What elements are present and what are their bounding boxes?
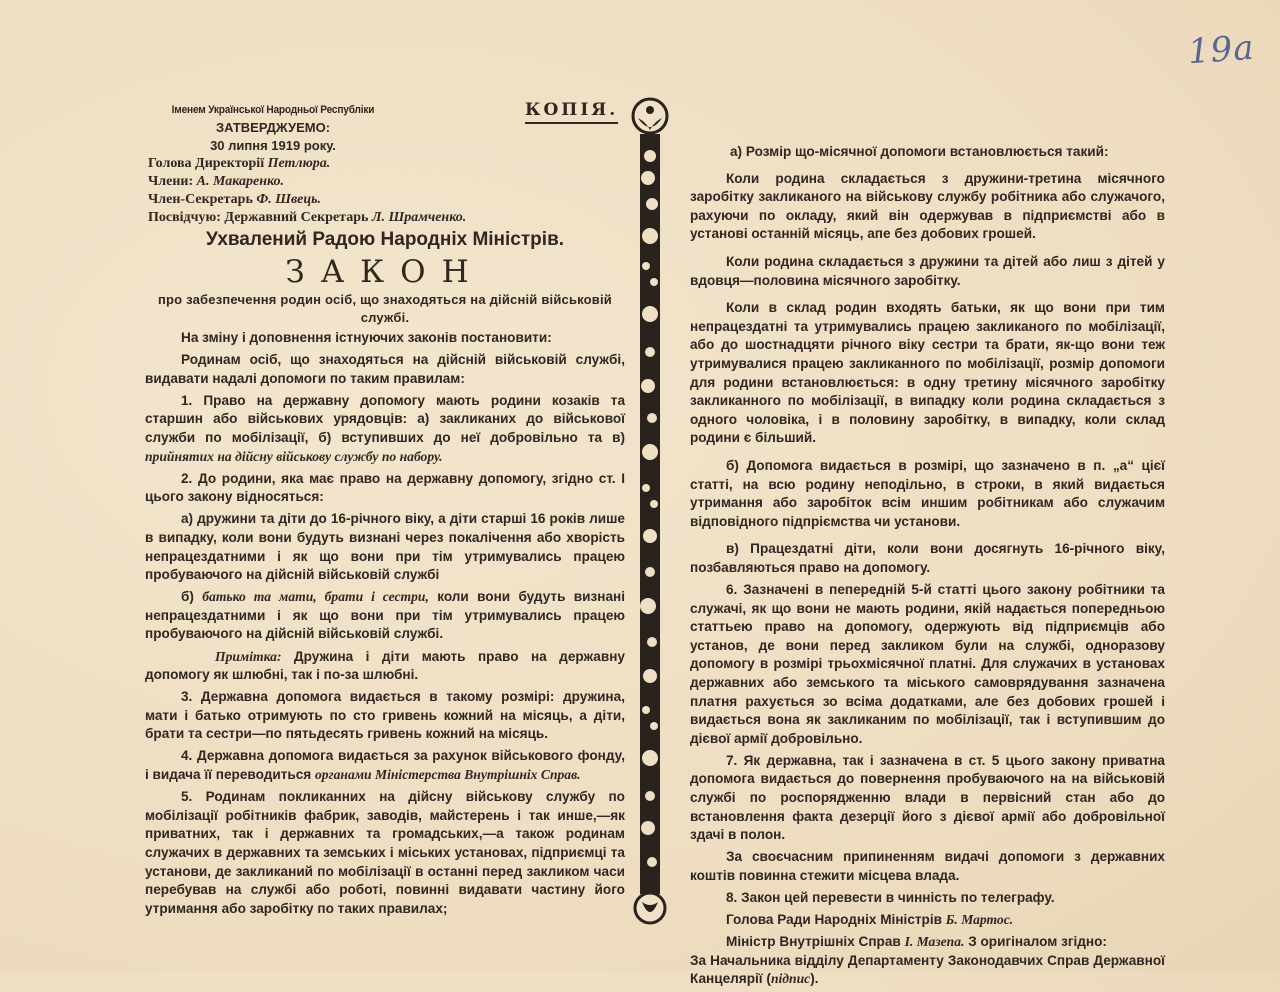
approved-label: ЗАТВЕРДЖУЕМО: — [215, 120, 331, 135]
document-title: Ухвалений Радою Народніх Міністрів. — [205, 229, 565, 250]
signatory-name: І. Мазепа. — [904, 934, 965, 950]
paragraph — [145, 392, 625, 466]
paragraph: б) Допомога видається в розмірі, що зазначено в п. „а“ цієї статті, на всю родину неподільно, в строки, в який видається утримання або заробіток всім иншим робітникам або служачим відповідного підпріємства чи установи. — [690, 457, 1165, 529]
paragraph: За своєчасним припиненням видачі допомоги з державних коштів повинна стежити місцева влада. — [690, 849, 1165, 883]
text: Голова Ради Народніх Міністрів — [726, 912, 946, 928]
paragraph: 6. Зазначені в пепередній 5-й статті цього закону робітники та служачі, як що вони не мають родини, якій надається попередньою статтьею право на допомогу, одержують від підприємців або установ, де вони перед закликом були на службі, одноразову допомогу в розмірі трьохмісячної платні. Для служачих в установах державних або земського та міського самоврядування зазначена платня рахується зо всіма додатками, але без добових грошей і видається вона як закликаним по мобілізації, так і вступившим до дієвої армії добровільно. — [690, 581, 1165, 746]
paragraph: Коли родина складається з дружини та дітей або лиш з дітей у вдовця—половина місячного заробітку. — [690, 253, 1165, 288]
signatory-name: Ф. Швець. — [256, 192, 322, 207]
paragraph: 8. Закон цей перевести в чинність по телеграфу. — [726, 889, 1055, 905]
text: б) — [181, 589, 203, 605]
paragraph: На зміну і доповнення істнуючих законів постановити: — [181, 330, 552, 345]
signature-line — [690, 911, 1165, 930]
text: ). — [810, 971, 819, 987]
members-line — [148, 173, 398, 191]
paragraph — [145, 747, 625, 784]
paragraph — [145, 588, 625, 644]
italic-text: прийнятих на дійсну військову службу по набору. — [145, 448, 443, 464]
signature-line — [690, 933, 1165, 952]
archive-page-number: 19а — [1186, 27, 1256, 73]
ornamental-divider — [628, 96, 672, 928]
approval-header — [148, 101, 467, 227]
text: Дружина і діти мають право на державну допомогу як шлюбні, так і по-за шлюбні. — [145, 648, 625, 683]
label: Члени: — [148, 174, 197, 189]
law-heading: ЗАКОН — [285, 254, 485, 290]
signatory-name: Л. Шрамченко. — [371, 210, 467, 225]
italic-text: батько та мати, брати і сестри, — [202, 589, 429, 605]
approval-date: 30 липня 1919 року. — [210, 138, 336, 153]
paragraph: 2. До родини, яка має право на державну допомогу, згідно ст. І цього закону відносяться: — [145, 470, 625, 505]
copy-stamp: КОПІЯ. — [525, 100, 618, 124]
directory-head-line — [148, 155, 398, 173]
paragraph: Коли родина складається з дружини-третина місячного заробітку закликаного на військову службу робітника або служачого, рахуючи по окладу, який він одержував в підприємстві або в установі останній місяць, апе без добових грошей. — [690, 170, 1165, 242]
law-subtitle: про забезпечення родин осіб, що знаходяться на дійсній військовій службі. — [157, 292, 613, 325]
text: За Начальника відділу Департаменту Законодавчих Справ Державної Канцелярії ( — [690, 952, 1165, 987]
signatory-name: А. Макаренко. — [196, 174, 285, 189]
paragraph: Родинам осіб, що знаходяться на дійсній військовій службі, видавати надалі допомоги по таким правилам: — [145, 352, 625, 386]
label: Голова Директорії — [148, 156, 268, 171]
note-label: Примітка: — [215, 648, 282, 664]
label: Член-Секретарь — [148, 192, 257, 207]
paragraph: 3. Державна допомога видається в такому розмірі: дружина, мати і батько отримують по сто гривень кожний на місяць, а діти, брати та сестри—по пятьдесять гривень кожний на місяць. — [145, 689, 625, 742]
paragraph: 7. Як державна, так і зазначена в ст. 5 цього закону приватна допомога видається до повернення пробуваючого на на військовій службі по роспорядженню влади в первісний стан або до встановлення факта дезерції його з дієвої армії або добровільної здачі в полон. — [690, 752, 1165, 843]
paragraph: а) Розмір що-місячної допомоги встановлюється такий: — [730, 144, 1109, 159]
signatory-name: Б. Мартос. — [945, 912, 1014, 928]
certification-line — [690, 952, 1165, 989]
italic-text: органами Міністерства Внутрішніх Справ. — [314, 767, 581, 783]
signatory-name: Петлюра. — [267, 156, 331, 171]
secretary-line — [148, 191, 398, 209]
text: З оригіналом згідно: — [964, 934, 1107, 950]
note-paragraph — [145, 648, 625, 685]
paragraph: 5. Родинам покликанних на дійсну військову службу по мобілізації робітників фабрик, заводів, майстерень і так инше,—як приватних, так і державних та громадських,—а також родинам служачих в державних та земських і міських установах, підприємці та установи, де закликаний по мобілізації в останні перед закликом часи перебував на службі або роботі, повинні видавати частину його утримання або заробітку по таких правилах; — [145, 789, 625, 916]
republic-heading: Іменем Української Народньої Республіки — [171, 104, 375, 116]
italic-text: підпис — [770, 971, 811, 987]
paragraph: в) Працездатні діти, коли вони досягнуть 16-річного віку, позбавляються право на допомогу. — [690, 541, 1165, 575]
text: 4. Державна допомога видається за рахунок військового фонду, і видача її переводиться — [145, 748, 625, 783]
right-column — [690, 143, 1165, 992]
text: 1. Право на державну допомогу мають родини козаків та старшин або військових урядовців: а) закликаних до військової служби по мобілізації, б) вступивших до неї добровільно та в) — [145, 392, 625, 445]
text: Міністр Внутрішніх Справ — [726, 934, 905, 950]
label: Посвідчую: Державний Секретарь — [148, 210, 372, 225]
paragraph: а) дружини та діти до 16-річного віку, а діти старші 16 років лише в випадку, коли вони будуть визнані через покалічення або хворість непрацездатними і як що вони при тім утримувались працею пробуваючого на дійсній військовій службі — [145, 511, 625, 583]
paragraph: Коли в склад родин входять батьки, як що вони при тим непрацездатні та утримувались працею закликаного по мобілізації, або до шостнадцяти річного віку сестри та брати, як-що вони теж утримувалися працею закликанного по мобілізації, розмір допомоги для родини встановлюється: в одну третину місячного заробітку закликанного по мобілізації, в випадку коли родина складається з одного чоловіка, і в половину заробітку, в випадку, коли склад родини є більший. — [690, 300, 1165, 446]
certify-line — [148, 209, 467, 227]
left-column — [145, 329, 625, 922]
text: коли вони будуть визнані непрацездатними і як що вони при тім утримувались працею пробуваючого на дійсній військовій службі. — [145, 589, 625, 642]
